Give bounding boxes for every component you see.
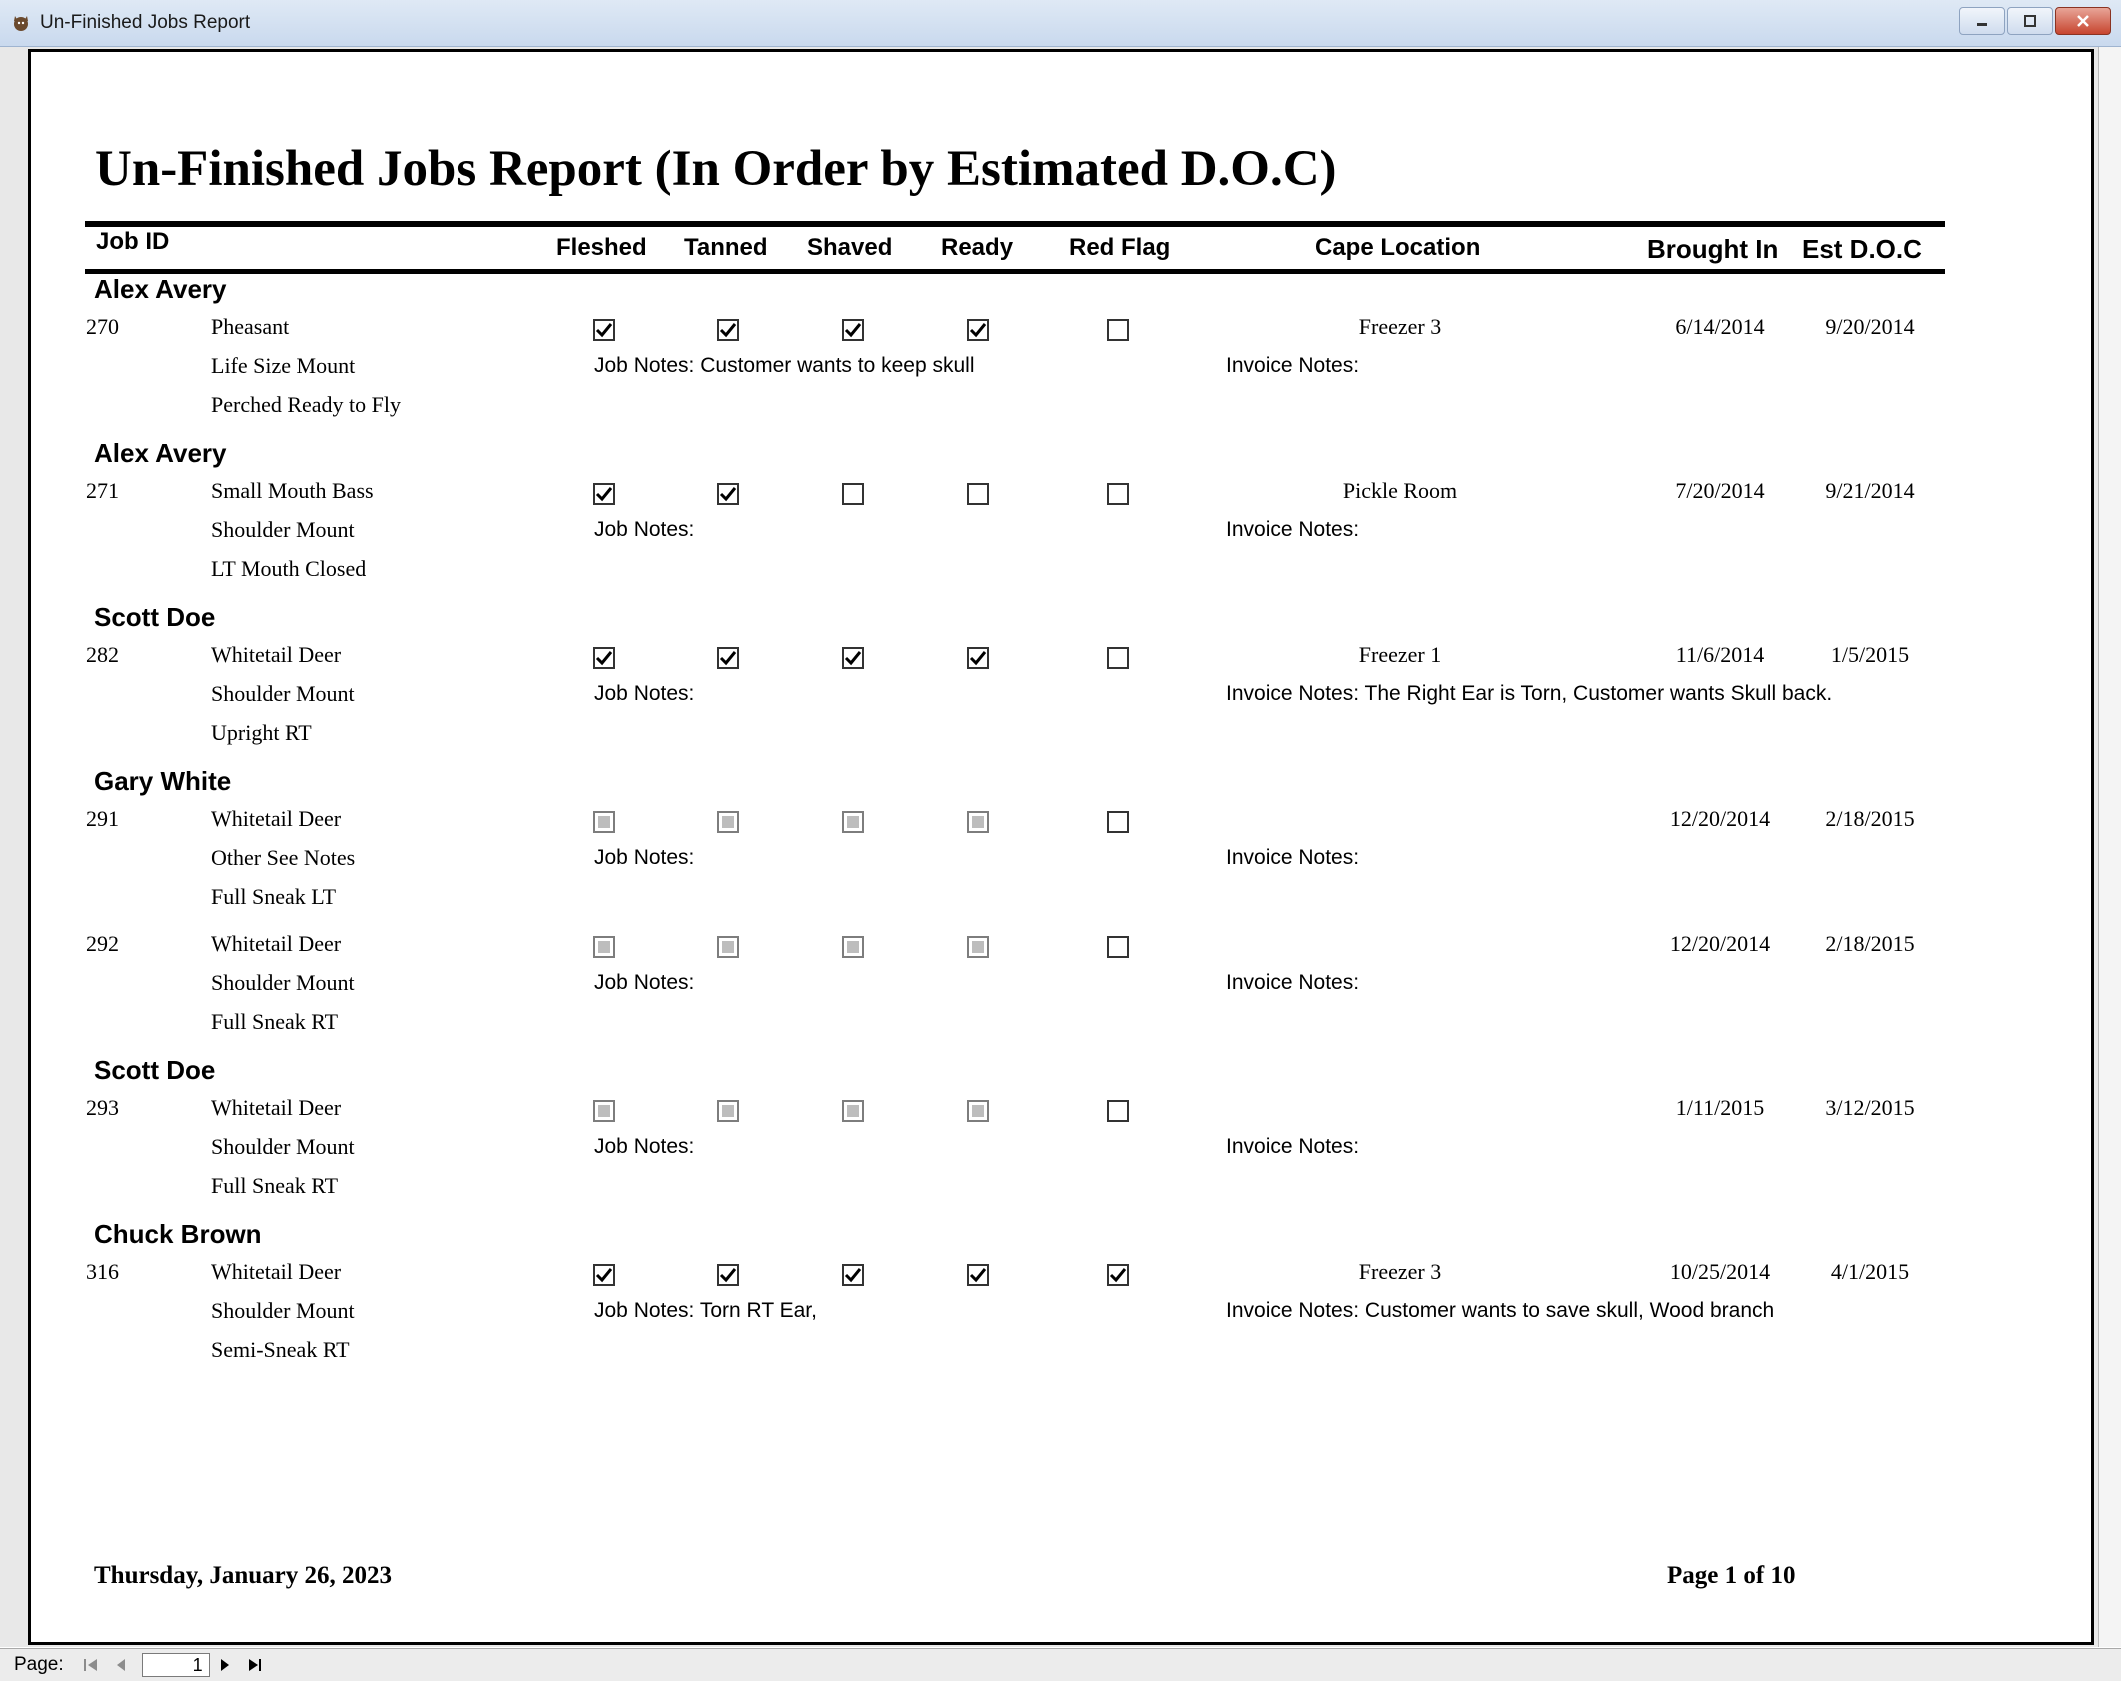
column-header-ready: Ready	[941, 234, 1014, 261]
fleshed-checkbox	[593, 811, 615, 833]
job-mount-type: Shoulder Mount	[211, 1134, 355, 1159]
est-doc-date: 1/5/2015	[1830, 642, 1910, 667]
customer-name: Scott Doe	[94, 1055, 216, 1085]
ready-checkbox	[967, 1100, 989, 1122]
shaved-checkbox	[842, 647, 864, 669]
shaved-checkbox	[842, 811, 864, 833]
est-doc-date: 2/18/2015	[1825, 806, 1915, 831]
report-title: Un-Finished Jobs Report (In Order by Estimated D.O.C)	[95, 141, 1337, 197]
header-rule-top	[85, 221, 1945, 227]
ready-checkbox	[967, 483, 989, 505]
report-date: Thursday, January 26, 2023	[94, 1562, 392, 1589]
customer-name: Scott Doe	[94, 602, 216, 632]
fleshed-checkbox	[593, 1100, 615, 1122]
customer-name: Chuck Brown	[94, 1219, 262, 1249]
job-mount-type: Shoulder Mount	[211, 517, 355, 542]
column-header-tanned: Tanned	[684, 234, 768, 261]
tanned-checkbox	[717, 1264, 739, 1286]
job-pose: Semi-Sneak RT	[211, 1337, 350, 1362]
app-icon	[10, 12, 32, 34]
page-label: Page:	[14, 1654, 64, 1675]
job-id: 271	[86, 478, 119, 503]
job-id: 282	[86, 642, 119, 667]
job-species: Whitetail Deer	[211, 1259, 342, 1284]
brought-in-date: 1/11/2015	[1675, 1095, 1765, 1120]
brought-in-date: 12/20/2014	[1669, 931, 1771, 956]
invoice-notes: Invoice Notes:	[1226, 1135, 1360, 1158]
invoice-notes: Invoice Notes:	[1226, 518, 1360, 541]
next-page-button[interactable]	[210, 1652, 240, 1678]
close-icon	[2076, 14, 2090, 28]
shaved-checkbox	[842, 1100, 864, 1122]
job-notes: Job Notes: Customer wants to keep skull	[594, 354, 975, 377]
est-doc-date: 2/18/2015	[1825, 931, 1915, 956]
title-bar	[0, 0, 2121, 47]
column-header-red-flag: Red Flag	[1069, 234, 1171, 261]
next-page-icon	[218, 1657, 232, 1673]
tanned-checkbox	[717, 936, 739, 958]
est-doc-date: 3/12/2015	[1825, 1095, 1915, 1120]
customer-name: Alex Avery	[94, 274, 227, 304]
column-header-est-doc: Est D.O.C	[1802, 234, 1922, 264]
tanned-checkbox	[717, 483, 739, 505]
ready-checkbox	[967, 936, 989, 958]
job-species: Whitetail Deer	[211, 806, 342, 831]
est-doc-date: 9/21/2014	[1825, 478, 1915, 503]
shaved-checkbox	[842, 319, 864, 341]
ready-checkbox	[967, 1264, 989, 1286]
job-pose: LT Mouth Closed	[211, 556, 367, 581]
job-mount-type: Shoulder Mount	[211, 970, 355, 995]
minimize-button[interactable]	[1959, 7, 2005, 35]
column-header-shaved: Shaved	[807, 234, 893, 261]
job-species: Whitetail Deer	[211, 931, 342, 956]
customer-name: Alex Avery	[94, 438, 227, 468]
tanned-checkbox	[717, 811, 739, 833]
job-notes: Job Notes:	[594, 1135, 695, 1158]
minimize-icon	[1975, 14, 1989, 28]
invoice-notes: Invoice Notes: Customer wants to save skull, Wood branch	[1226, 1299, 1775, 1322]
job-pose: Perched Ready to Fly	[211, 392, 402, 417]
invoice-notes: Invoice Notes:	[1226, 846, 1360, 869]
invoice-notes: Invoice Notes:	[1226, 354, 1360, 377]
previous-page-button[interactable]	[106, 1652, 136, 1678]
fleshed-checkbox	[593, 319, 615, 341]
fleshed-checkbox	[593, 1264, 615, 1286]
red-flag-checkbox	[1107, 647, 1129, 669]
red-flag-checkbox	[1107, 1264, 1129, 1286]
est-doc-date: 4/1/2015	[1830, 1259, 1910, 1284]
brought-in-date: 12/20/2014	[1669, 806, 1771, 831]
job-notes: Job Notes:	[594, 971, 695, 994]
job-species: Pheasant	[211, 314, 290, 339]
maximize-button[interactable]	[2007, 7, 2053, 35]
tanned-checkbox	[717, 647, 739, 669]
ready-checkbox	[967, 647, 989, 669]
job-species: Whitetail Deer	[211, 642, 342, 667]
last-page-button[interactable]	[240, 1652, 270, 1678]
invoice-notes: Invoice Notes: The Right Ear is Torn, Customer wants Skull back.	[1226, 682, 1833, 705]
previous-page-icon	[114, 1657, 128, 1673]
page-number-input[interactable]	[142, 1653, 210, 1677]
customer-name: Gary White	[94, 766, 232, 796]
job-notes: Job Notes:	[594, 682, 695, 705]
vertical-scrollbar[interactable]	[2098, 47, 2121, 1647]
brought-in-date: 10/25/2014	[1669, 1259, 1771, 1284]
job-id: 316	[86, 1259, 119, 1284]
page-count: Page 1 of 10	[1667, 1562, 1796, 1589]
job-species: Whitetail Deer	[211, 1095, 342, 1120]
cape-location: Freezer 3	[1358, 1259, 1442, 1284]
column-header-job-id: Job ID	[96, 228, 170, 255]
ready-checkbox	[967, 811, 989, 833]
job-pose: Full Sneak LT	[211, 884, 337, 909]
red-flag-checkbox	[1107, 811, 1129, 833]
job-mount-type: Shoulder Mount	[211, 1298, 355, 1323]
red-flag-checkbox	[1107, 319, 1129, 341]
tanned-checkbox	[717, 1100, 739, 1122]
shaved-checkbox	[842, 1264, 864, 1286]
window-controls	[1959, 7, 2111, 35]
cape-location: Pickle Room	[1342, 478, 1458, 503]
column-header-cape-location: Cape Location	[1315, 234, 1481, 261]
close-button[interactable]	[2055, 7, 2111, 35]
job-notes: Job Notes: Torn RT Ear,	[594, 1299, 817, 1322]
header-rule-bottom	[85, 269, 1945, 274]
window-title: Un-Finished Jobs Report	[40, 12, 251, 33]
restore-icon	[2023, 14, 2037, 28]
shaved-checkbox	[842, 483, 864, 505]
job-notes: Job Notes:	[594, 518, 695, 541]
job-id: 292	[86, 931, 119, 956]
job-pose: Full Sneak RT	[211, 1173, 339, 1198]
job-id: 270	[86, 314, 119, 339]
job-id: 291	[86, 806, 119, 831]
red-flag-checkbox	[1107, 936, 1129, 958]
invoice-notes: Invoice Notes:	[1226, 971, 1360, 994]
brought-in-date: 11/6/2014	[1675, 642, 1765, 667]
job-notes: Job Notes:	[594, 846, 695, 869]
first-page-button[interactable]	[76, 1652, 106, 1678]
brought-in-date: 6/14/2014	[1675, 314, 1765, 339]
cape-location: Freezer 1	[1358, 642, 1442, 667]
job-species: Small Mouth Bass	[211, 478, 374, 503]
job-id: 293	[86, 1095, 119, 1120]
red-flag-checkbox	[1107, 483, 1129, 505]
job-pose: Upright RT	[211, 720, 312, 745]
fleshed-checkbox	[593, 936, 615, 958]
fleshed-checkbox	[593, 483, 615, 505]
job-pose: Full Sneak RT	[211, 1009, 339, 1034]
brought-in-date: 7/20/2014	[1675, 478, 1765, 503]
ready-checkbox	[967, 319, 989, 341]
first-page-icon	[82, 1657, 100, 1673]
job-mount-type: Life Size Mount	[211, 353, 356, 378]
last-page-icon	[246, 1657, 264, 1673]
page-navigator	[0, 1648, 2121, 1681]
tanned-checkbox	[717, 319, 739, 341]
shaved-checkbox	[842, 936, 864, 958]
column-header-brought-in: Brought In	[1647, 234, 1779, 264]
est-doc-date: 9/20/2014	[1825, 314, 1915, 339]
job-mount-type: Shoulder Mount	[211, 681, 355, 706]
cape-location: Freezer 3	[1358, 314, 1442, 339]
column-header-fleshed: Fleshed	[556, 234, 647, 261]
job-mount-type: Other See Notes	[211, 845, 356, 870]
fleshed-checkbox	[593, 647, 615, 669]
red-flag-checkbox	[1107, 1100, 1129, 1122]
